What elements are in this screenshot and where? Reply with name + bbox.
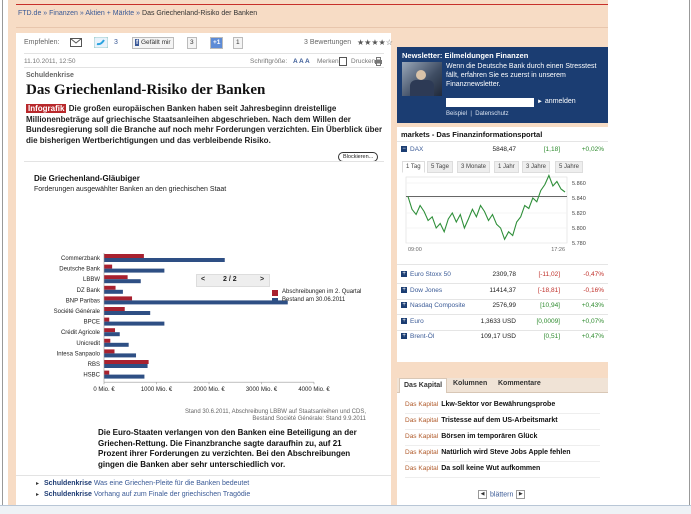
block-button[interactable]: Blockieren... [338,152,378,162]
breadcrumb-item-finanzen[interactable]: Finanzen [49,10,78,17]
related-link[interactable]: ▸ Schuldenkrise Was eine Griechen-Pleite für die Banken bedeutet [36,479,376,490]
chart-page: 2 / 2 [223,276,237,283]
x-tick-label: 4000 Mio. € [298,387,330,394]
breadcrumb-item-current: Das Griechenland-Risiko der Banken [142,10,258,17]
bar-bestand [104,300,288,304]
kapital-box [397,378,608,505]
fontsize-label: Schriftgröße: [250,58,288,65]
y-tick-label: 5.840 [572,196,586,202]
bar-abschreibung [104,265,112,269]
divider [24,53,384,54]
breadcrumb: FTD.de » Finanzen » Aktien + Märkte » Das Griechenland-Risiko der Banken [18,10,258,17]
newsletter-privacy-link[interactable]: Datenschutz [475,111,509,117]
article-headline: Das Griechenland-Risiko der Banken [26,82,266,98]
chart-prev-icon[interactable]: < [201,276,206,283]
article-kicker: Schuldenkrise [26,72,74,79]
article-column [16,33,391,505]
divider [397,264,608,265]
tab-kommentare[interactable]: Kommentare [498,380,541,387]
plus-icon: + [402,317,406,324]
plus-icon: + [402,271,406,278]
ratings-count: 3 Bewertungen [304,39,352,46]
page-background [8,0,608,505]
plus-icon: + [402,333,406,340]
category-label: Deutsche Bank [59,266,100,273]
newsletter-text: Wenn die Deutsche Bank durch einen Stresstest fällt, erfahren Sie es zuerst in unserem Finanznewsletter. [446,63,597,88]
rating-stars[interactable]: ★★★★☆ [357,38,393,47]
category-label: DZ Bank [76,287,100,294]
bar-bestand [104,332,120,336]
chart-next-icon[interactable]: > [260,276,265,283]
bar-chart [34,247,344,407]
kapital-article-link[interactable]: Das Kapital Da soll keine Wut aufkommen [405,465,541,472]
kapital-pager: ◀ blättern ▶ [475,490,528,499]
kapital-article-link[interactable]: Das Kapital Lkw-Sektor vor Bewährungsprobe [405,401,556,408]
market-name: − DAX [402,146,424,153]
tab-1-jahr[interactable]: 1 Jahr [494,161,519,173]
tab-5-jahre[interactable]: 5 Jahre [555,161,583,173]
prev-icon[interactable]: ◀ [478,490,487,499]
market-row[interactable]: + Euro 1,3633 USD [0,0009] +0,07% [402,317,604,325]
bar-bestand [104,269,164,273]
legend-item-bestand: Bestand am 30.06.2011 [272,297,361,305]
print-link[interactable]: Drucken [351,58,376,65]
market-row[interactable]: + Brent-Öl 109,17 USD [0,51] +0,47% [402,333,604,340]
chart-subtitle: Forderungen ausgewählter Banken an den griechischen Staat [34,186,227,193]
x-tick-label: 2000 Mio. € [193,387,225,394]
top-rule [16,4,608,5]
bar-bestand [104,364,148,368]
minus-icon: − [402,146,406,153]
y-tick-label: 5.780 [572,241,586,247]
chart-legend [272,289,361,305]
kapital-article-link[interactable]: Das Kapital Börsen im temporären Glück [405,433,538,440]
kapital-tabs [397,378,608,393]
tab-kolumnen[interactable]: Kolumnen [453,380,488,387]
related-link[interactable]: ▸ Schuldenkrise Vorhang auf zum Finale der griechischen Tragödie [36,490,376,501]
market-name: + Nasdaq Composite [402,302,466,309]
facebook-count: 3 [187,37,197,49]
bookmark-link[interactable]: Merken [317,58,339,65]
tab-das-kapital[interactable]: Das Kapital [399,378,447,393]
divider [24,161,384,162]
bar-abschreibung [104,360,149,364]
bar-bestand [104,258,225,262]
tab-3-monate[interactable]: 3 Monate [457,161,490,173]
market-name: + Dow Jones [402,286,443,294]
category-label: BPCE [83,319,100,326]
bar-bestand [104,322,164,326]
category-label: LBBW [82,277,100,284]
category-label: BNP Paribas [65,298,100,305]
divider [24,67,384,68]
tab-5-tage[interactable]: 5 Tage [427,161,453,173]
y-tick-label: 5.860 [572,181,586,187]
plus-icon: + [402,302,406,309]
bar-abschreibung [104,254,144,258]
divider [16,475,391,476]
bar-abschreibung [104,275,128,279]
arrow-right-icon: ► [537,99,543,105]
next-icon[interactable]: ▶ [516,490,525,499]
bar-bestand [104,290,123,294]
dax-line-chart [402,173,602,255]
x-tick-label: 1000 Mio. € [140,387,173,394]
market-row[interactable]: + Euro Stoxx 50 2309,78 [-11,02] -0,47% [402,271,604,278]
bar-abschreibung [104,307,125,311]
bar-abschreibung [104,371,109,375]
markets-box [397,127,608,362]
twitter-count: 3 [114,39,118,46]
y-tick-label: 5.820 [572,211,586,217]
twitter-icon[interactable] [94,37,108,48]
bar-bestand [104,279,141,283]
browser-frame [2,0,690,506]
facebook-like-button[interactable]: f Gefällt mir [132,37,174,49]
newsletter-title: Newsletter: Eilmeldungen Finanzen [402,51,529,60]
printer-icon[interactable] [374,57,383,66]
market-name: + Euro Stoxx 50 [402,271,451,278]
bar-abschreibung [104,286,116,290]
x-tick-label: 09:00 [408,247,422,253]
market-name: + Brent-Öl [402,333,435,340]
kapital-article-link[interactable]: Das Kapital Natürlich wird Steve Jobs Apple fehlen [405,449,571,456]
bar-abschreibung [104,328,115,332]
legend-item-abschreibung: Abschreibungen im 2. Quartal [272,289,361,297]
bar-bestand [104,353,136,357]
bar-abschreibung [104,296,132,300]
newsletter-box [397,47,608,123]
chart-note: Stand 30.6.2011, Abschreibung LBBW auf Staatsanleihen und CDS, Bestand Société Générale: Stand 9.9.2011 [184,409,366,422]
x-tick-label: 17:26 [551,247,565,253]
tab-3-jahre[interactable]: 3 Jahre [522,161,550,173]
kapital-article-link[interactable]: Das Kapital Tristesse auf dem US-Arbeitsmarkt [405,417,558,424]
y-tick-label: 5.800 [572,226,586,232]
divider [16,27,608,28]
fontsize-toggle[interactable]: A A A [293,58,310,65]
category-label: Crédit Agricole [60,330,100,337]
category-label: Intesa Sanpaolo [56,351,100,358]
article-body: Die Euro-Staaten verlangen von den Banken eine Beteiligung an der Griechen-Rettung. Die Finanzbranche sagte daraufhin zu, auf 21 Prozent ihrer Forderungen zu verzichten. Bei den Abschreibungen gingen die Banken aber sehr unterschiedlich vor. [98,428,357,469]
breadcrumb-item-home[interactable]: FTD.de [18,10,42,17]
newsletter-email-input[interactable] [446,98,534,107]
breadcrumb-item-aktien[interactable]: Aktien + Märkte [85,10,135,17]
plus-icon: + [402,286,406,293]
divider [397,141,608,142]
gplus-count: 1 [233,37,243,49]
gplus-button[interactable]: +1 [210,37,223,49]
bar-abschreibung [104,349,115,353]
bar-abschreibung [104,318,109,322]
category-label: RBS [87,362,100,368]
bar-bestand [104,375,144,379]
bar-bestand [104,311,150,315]
bar-bestand [104,343,129,347]
category-label: HSBC [83,372,100,379]
share-bar [24,37,393,51]
bookmark-icon[interactable] [339,57,347,66]
chart-title: Die Griechenland-Gläubiger [34,174,140,183]
x-tick-label: 0 Mio. € [93,387,115,394]
infografik-tag: Infografik [28,104,65,113]
market-row-dax[interactable]: − DAX 5848,47 [1,18] +0,02% [402,146,604,153]
category-label: Unicredit [76,340,100,347]
related-links [36,479,376,500]
market-name: + Euro [402,317,424,325]
newsletter-submit[interactable]: ► anmelden [537,98,576,105]
bar-abschreibung [104,339,110,343]
share-label: Empfehlen: [24,39,60,46]
category-label: Commerzbank [60,256,100,262]
category-label: Société Générale [53,309,100,315]
email-icon[interactable] [70,38,82,47]
newsletter-image [402,62,442,96]
x-tick-label: 3000 Mio. € [245,387,278,394]
article-datetime: 11.10.2011, 12:50 [24,58,76,65]
market-row[interactable]: + Nasdaq Composite 2576,99 [10,94] +0,43% [402,302,604,309]
market-row[interactable]: + Dow Jones 11414,37 [-18,81] -0,16% [402,286,604,294]
markets-title: markets - Das Finanzinformationsportal [401,130,543,139]
tab-1-tag[interactable]: 1 Tag [402,161,425,173]
chart-pager [196,274,270,287]
article-lead: Infografik Die großen europäischen Banken haben seit Jahresbeginn dreistellige Millionenbeträge auf griechische Staatsanleihen abgeschrieben. Nach dem Willen der Bundesregierung soll die Branche auf noch mehr Forderungen verzichten. Ein Überblick über die bisherigen Wertberichtigungen und das verbleibende Risiko. [26,104,383,145]
newsletter-example-link[interactable]: Beispiel [446,111,468,117]
newsletter-links: Beispiel | Datenschutz [446,111,509,117]
